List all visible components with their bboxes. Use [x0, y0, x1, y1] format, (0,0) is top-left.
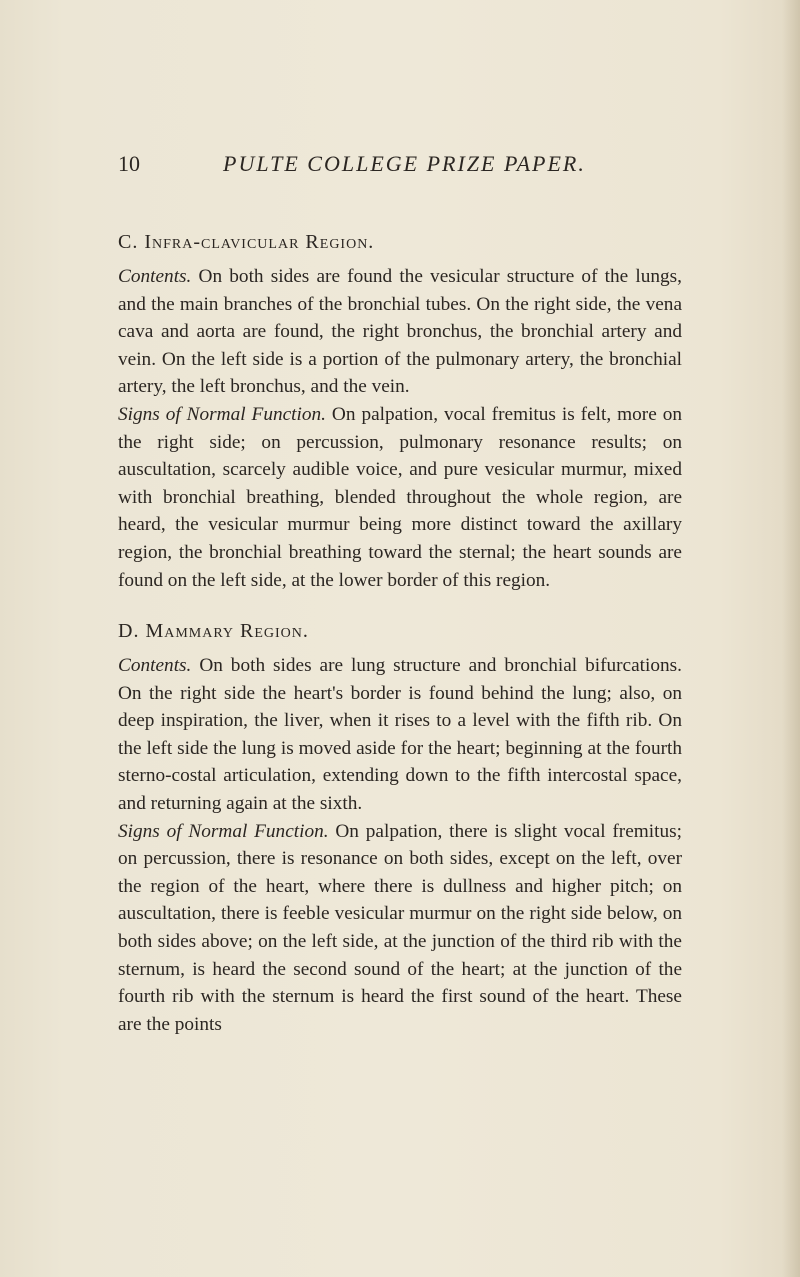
paragraph-contents	[118, 263, 682, 401]
running-title: PULTE COLLEGE PRIZE PAPER.	[223, 151, 586, 176]
section-heading-infra-clavicular: C. Infra-clavicular Region.	[118, 231, 375, 253]
paragraph-signs	[118, 401, 682, 594]
paragraph-contents	[118, 652, 682, 818]
signs-label: Signs of Normal Function.	[118, 820, 329, 842]
running-head	[118, 149, 678, 179]
signs-text: On palpation, there is slight vocal fremitus; on percussion, there is resonance on both sides, except on the left, over the region of the heart, where there is dullness and higher pitch; on auscultation, there is feeble vesicular murmur on the right side below, on both sides above; on the left side, at the junction of the third rib with the sternum, is heard the second sound of the heart; at the junction of the fourth rib with the sternum is heard the first sound of the heart. These are the points	[118, 820, 682, 1035]
contents-label: Contents.	[118, 266, 192, 287]
contents-text: On both sides are found the vesicular structure of the lungs, and the main branches of the bronchial tubes. On the right side, the vena cava and aorta are found, the right bronchus, the bronchial artery and vein. On the left side is a portion of the pulmonary artery, the bronchial artery, the left bronchus, and the vein.	[118, 266, 682, 398]
section-body-mammary	[118, 652, 682, 1038]
paragraph-signs	[118, 818, 682, 1039]
signs-label: Signs of Normal Function.	[118, 403, 326, 425]
page-number: 10	[118, 151, 140, 176]
contents-label: Contents.	[118, 655, 192, 676]
section-body-infra-clavicular	[118, 263, 682, 594]
contents-text: On both sides are lung structure and bronchial bifurcations. On the right side the heart's border is found behind the lung; also, on deep inspiration, the liver, when it rises to a level with the fifth rib. On the left side the lung is moved aside for the heart; beginning at the fourth sterno-costal articulation, extending down to the fifth intercostal space, and returning again at the sixth.	[118, 655, 682, 814]
page-edge-shadow	[782, 0, 800, 1277]
section-heading-mammary: D. Mammary Region.	[118, 620, 309, 642]
signs-text: On palpation, vocal fremitus is felt, more on the right side; on percussion, pulmonary resonance results; on auscultation, scarcely audible voice, and pure vesicular murmur, mixed with bronchial breathing, blended throughout the whole region, are heard, the vesicular murmur being more distinct toward the axillary region, the bronchial breathing toward the sternal; the heart sounds are found on the left side, at the lower border of this region.	[118, 403, 682, 591]
